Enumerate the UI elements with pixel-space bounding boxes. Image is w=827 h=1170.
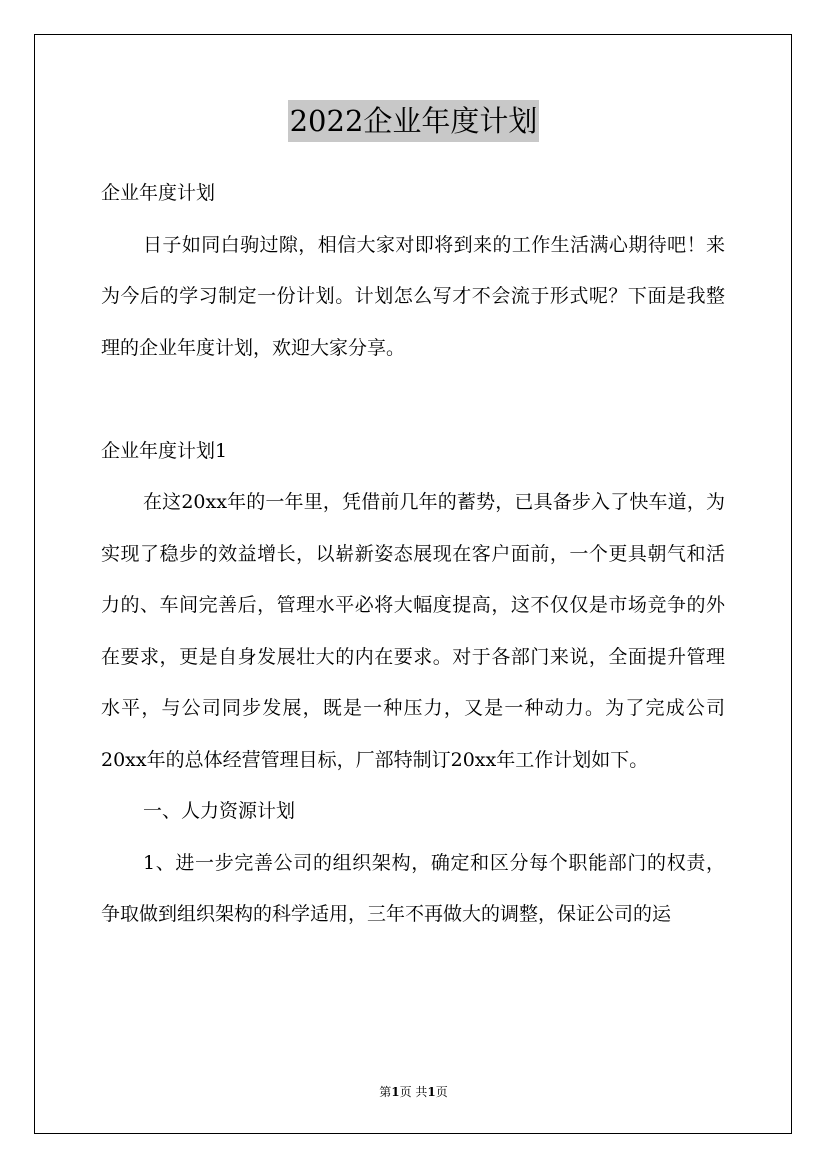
footer-suffix: 页 xyxy=(435,1085,448,1099)
footer-prefix: 第 xyxy=(379,1085,392,1099)
intro-paragraph: 日子如同白驹过隙，相信大家对即将到来的工作生活满心期待吧！来为今后的学习制定一份计划。计划怎么写才不会流于形式呢？下面是我整理的企业年度计划，欢迎大家分享。 xyxy=(101,233,725,359)
footer-mid: 页 共 xyxy=(399,1085,428,1099)
document-body xyxy=(101,168,725,941)
footer-page-total: 1 xyxy=(427,1085,436,1099)
title-wrap xyxy=(0,100,827,142)
section-paragraph: 在这20xx年的一年里，凭借前几年的蓄势，已具备步入了快车道，为实现了稳步的效益增长，以崭新姿态展现在客户面前，一个更具朝气和活力的、车间完善后，管理水平必将大幅度提高，这不仅仅是市场竞争的外在要求，更是自身发展壮大的内在要求。对于各部门来说，全面提升管理水平，与公司同步发展，既是一种压力，又是一种动力。为了完成公司20xx年的总体经营管理目标，厂部特制订20xx年工作计划如下。 xyxy=(101,491,725,771)
footer-page-number: 1 xyxy=(391,1085,400,1099)
document-title: 2022企业年度计划 xyxy=(288,100,540,142)
hr-heading: 一、人力资源计划 xyxy=(143,800,296,822)
paragraph-gap xyxy=(101,374,725,426)
item-1-paragraph: 1、进一步完善公司的组织架构，确定和区分每个职能部门的权责，争取做到组织架构的科学适用，三年不再做大的调整，保证公司的运 xyxy=(101,851,725,925)
page-footer xyxy=(0,1082,827,1102)
section-heading: 企业年度计划1 xyxy=(101,439,228,462)
subtitle: 企业年度计划 xyxy=(101,182,216,204)
